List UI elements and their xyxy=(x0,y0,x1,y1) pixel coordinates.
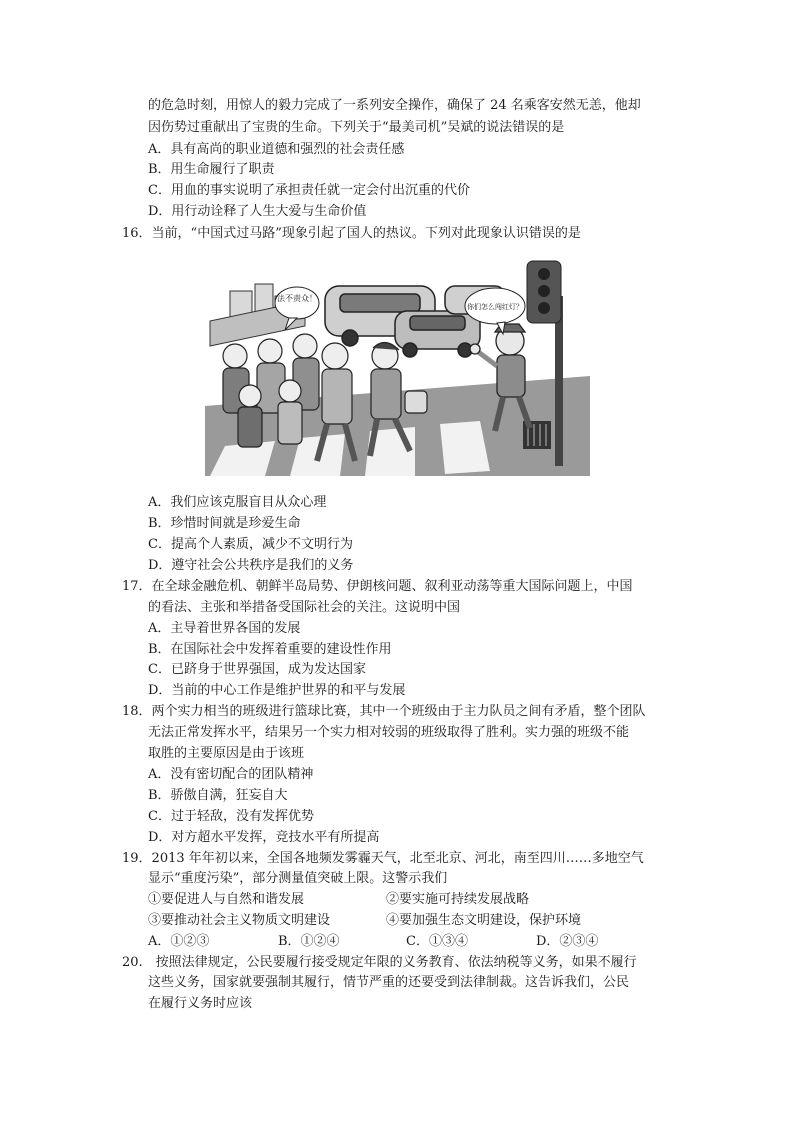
q19-choices-row xyxy=(148,932,608,952)
speech-bubble-left-text: 法不责众！ xyxy=(277,294,317,303)
q17-option-c: C．已跻身于世界强国，成为发达国家 xyxy=(148,662,366,677)
q17-stem-line-1: 17．在全球金融危机、朝鲜半岛局势、伊朗核问题、叙利亚动荡等重大国际问题上，中国 xyxy=(122,579,633,594)
q16-option-d: D．遵守社会公共秩序是我们的义务 xyxy=(148,558,354,573)
q17-option-a: A．主导着世界各国的发展 xyxy=(148,621,301,636)
q19-items-row-1 xyxy=(148,890,608,910)
q17-stem-line-2: 的看法、主张和举措备受国际社会的关注。这说明中国 xyxy=(148,600,461,615)
q15-text-line-2: 因伤势过重献出了宝贵的生命。下列关于“最美司机”吴斌的说法错误的是 xyxy=(148,120,565,135)
q15-option-d: D．用行动诠释了人生大爱与生命价值 xyxy=(148,204,367,219)
q16-option-b: B．珍惜时间就是珍爱生命 xyxy=(148,516,301,531)
q15-option-a: A．具有高尚的职业道德和强烈的社会责任感 xyxy=(148,142,405,157)
q19-item-2: ②要实施可持续发展战略 xyxy=(386,892,530,907)
jaywalking-cartoon xyxy=(205,256,590,476)
q18-option-a: A．没有密切配合的团队精神 xyxy=(148,767,314,782)
q19-choice-b: B．①②④ xyxy=(278,934,340,949)
q19-item-3: ③要推动社会主义物质文明建设 xyxy=(148,913,331,928)
q15-text-line-1: 的危急时刻，用惊人的毅力完成了一系列安全操作，确保了 24 名乘客安然无恙，他却 xyxy=(148,98,641,113)
q16-stem: 16．当前，“中国式过马路”现象引起了国人的热议。下列对此现象认识错误的是 xyxy=(122,226,581,241)
q19-item-4: ④要加强生态文明建设，保护环境 xyxy=(386,913,582,928)
q18-stem-line-3: 取胜的主要原因是由于该班 xyxy=(148,746,305,761)
q15-option-b: B．用生命履行了职责 xyxy=(148,162,275,177)
q19-stem-line-1: 19．2013 年年初以来，全国各地频发雾霾天气，北至北京、河北，南至四川……多地空气 xyxy=(122,851,644,866)
speech-bubble-right-text: 你们怎么闯红灯？ xyxy=(467,303,523,311)
q19-choice-d: D．②③④ xyxy=(536,934,599,949)
q20-stem-line-2: 这些义务，国家就要强制其履行，情节严重的还要受到法律制裁。这告诉我们，公民 xyxy=(148,975,630,990)
q19-item-1: ①要促进人与自然和谐发展 xyxy=(148,892,305,907)
q16-option-c: C．提高个人素质，减少不文明行为 xyxy=(148,537,353,552)
q18-stem-line-1: 18．两个实力相当的班级进行篮球比赛，其中一个班级由于主力队员之间有矛盾，整个团队 xyxy=(122,704,646,719)
q16-option-a: A．我们应该克服盲目从众心理 xyxy=(148,495,327,510)
q20-stem-line-3: 在履行义务时应该 xyxy=(148,996,253,1011)
q18-option-d: D．对方超水平发挥，竞技水平有所提高 xyxy=(148,830,380,845)
q19-items-row-2 xyxy=(148,911,608,931)
q18-stem-line-2: 无法正常发挥水平，结果另一个实力相对较弱的班级取得了胜利。实力强的班级不能 xyxy=(148,725,630,740)
q17-option-d: D．当前的中心工作是维护世界的和平与发展 xyxy=(148,683,406,698)
q19-stem-line-2: 显示“重度污染”，部分测量值突破上限。这警示我们 xyxy=(148,871,448,886)
q17-option-b: B．在国际社会中发挥着重要的建设性作用 xyxy=(148,642,392,657)
q20-stem-line-1: 20. 按照法律规定，公民要履行接受规定年限的义务教育、依法纳税等义务，如果不履行 xyxy=(122,955,637,970)
q19-choice-c: C．①③④ xyxy=(406,934,468,949)
q18-option-c: C．过于轻敌，没有发挥优势 xyxy=(148,809,314,824)
q18-option-b: B．骄傲自满，狂妄自大 xyxy=(148,788,288,803)
q19-choice-a: A．①②③ xyxy=(148,934,210,949)
q15-option-c: C．用血的事实说明了承担责任就一定会付出沉重的代价 xyxy=(148,183,470,198)
